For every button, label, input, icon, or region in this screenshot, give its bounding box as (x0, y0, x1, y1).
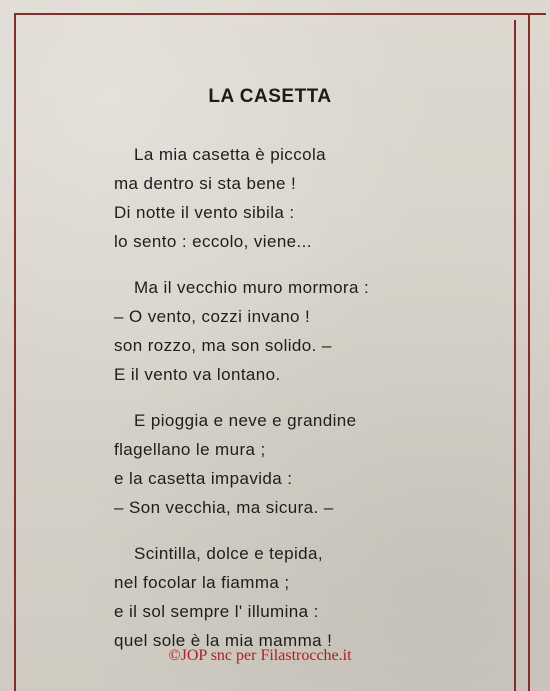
poem-line: Di notte il vento sibila : (114, 203, 295, 222)
poem-line: Scintilla, dolce e tepida, (134, 544, 324, 563)
stanza-2 (114, 273, 504, 389)
poem-line: quel sole è la mia mamma ! (114, 631, 333, 650)
stanza-1 (114, 140, 504, 256)
poem-line: flagellano le mura ; (114, 440, 266, 459)
poem-line: e il sol sempre l' illumina : (114, 602, 319, 621)
poem-line: La mia casetta è piccola (134, 145, 326, 164)
poem-line: lo sento : eccolo, viene... (114, 232, 312, 251)
poem-title: LA CASETTA (208, 86, 332, 107)
poem-line: ma dentro si sta bene ! (114, 174, 297, 193)
border-rule-right-inner (514, 20, 516, 691)
poem-line: nel focolar la fiamma ; (114, 573, 290, 592)
poem-line: – O vento, cozzi invano ! (114, 307, 311, 326)
border-rule-left (14, 13, 16, 691)
poem-line: Ma il vecchio muro mormora : (134, 278, 370, 297)
stanza-3 (114, 406, 504, 522)
poem-line: son rozzo, ma son solido. – (114, 336, 332, 355)
poem-body (114, 140, 504, 672)
poem-line: – Son vecchia, ma sicura. – (114, 498, 334, 517)
stanza-4 (114, 539, 504, 655)
poem-line: e la casetta impavida : (114, 469, 293, 488)
poem-line: E il vento va lontano. (114, 365, 281, 384)
poem-line: E pioggia e neve e grandine (134, 411, 357, 430)
border-rule-right-outer (528, 13, 530, 691)
border-rule-top (14, 13, 546, 15)
copyright-watermark: ©JOP snc per Filastrocche.it (168, 647, 352, 664)
